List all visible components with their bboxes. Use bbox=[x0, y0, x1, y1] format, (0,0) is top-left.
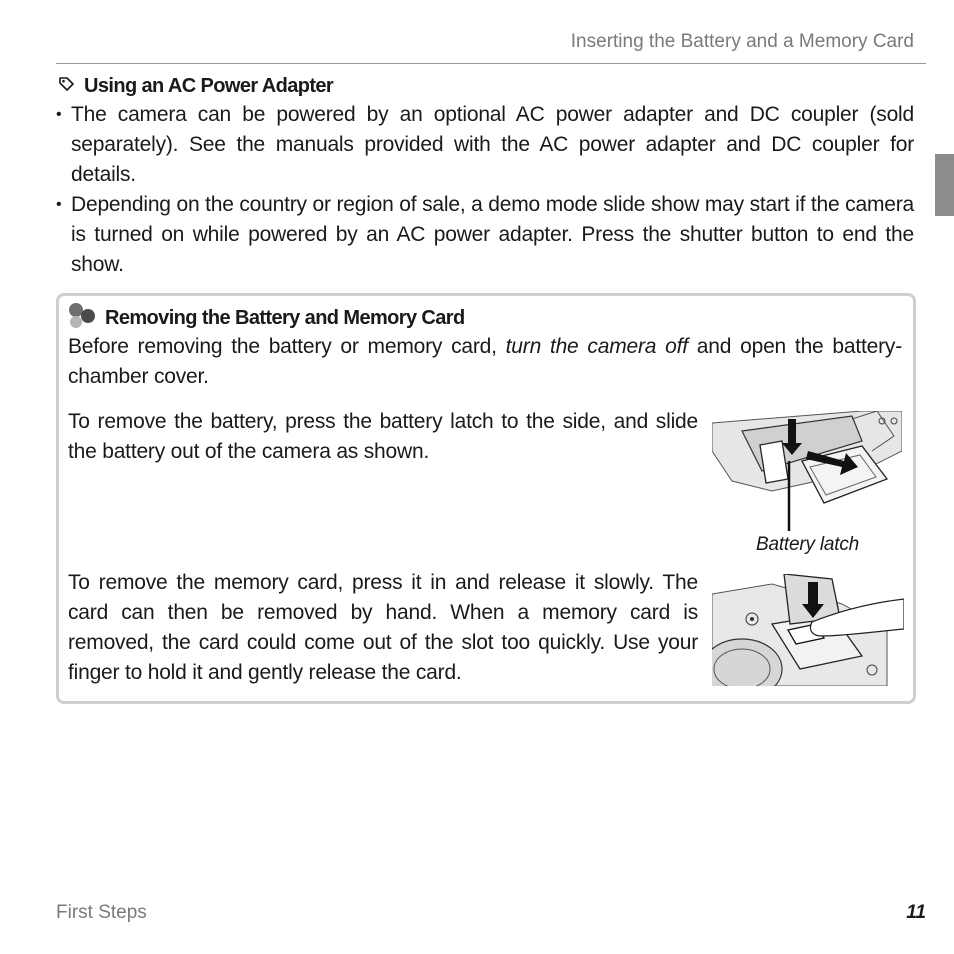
header-rule bbox=[56, 63, 926, 64]
chapter-side-tab bbox=[935, 154, 954, 216]
turn-off-text-before: Before removing the battery or memory card, bbox=[68, 335, 506, 358]
turn-off-text-after: and open the battery-chamber cover. bbox=[68, 335, 903, 388]
page-number: 11 bbox=[906, 902, 926, 923]
note-heading-text: Using an AC Power Adapter bbox=[84, 74, 334, 97]
turn-off-emphasis: turn the camera off bbox=[505, 335, 688, 358]
box-heading-text: Removing the Battery and Memory Card bbox=[105, 306, 465, 329]
battery-removal-text: To remove the battery, press the battery latch to the side, and slide the battery out of the camera as shown. bbox=[68, 410, 698, 463]
turn-off-instruction bbox=[68, 332, 902, 392]
note-bullet-ac-adapter: • The camera can be powered by an optional AC power adapter and DC coupler (sold separately). See the manuals provided with the AC power adapter and DC coupler for details. bbox=[56, 100, 914, 190]
note-bullet-list bbox=[56, 100, 914, 280]
memory-card-removal-text: To remove the memory card, press it in and release it slowly. The card can then be removed by hand. When a memory card is removed, the card could come out of the slot too quickly. Use your finger to hold it and gently release the card. bbox=[68, 571, 698, 684]
battery-latch-caption: Battery latch bbox=[756, 534, 860, 555]
footer-section-name: First Steps bbox=[56, 902, 147, 923]
removal-tips-box bbox=[56, 293, 916, 704]
note-section bbox=[56, 72, 914, 280]
box-heading bbox=[67, 304, 465, 332]
note-tag-icon bbox=[58, 75, 74, 98]
tips-icon bbox=[67, 302, 97, 334]
memory-card-removal-illustration bbox=[712, 574, 904, 686]
battery-removal-illustration bbox=[712, 411, 902, 531]
running-header: Inserting the Battery and a Memory Card bbox=[570, 31, 914, 52]
note-bullet-demo-mode: • Depending on the country or region of sale, a demo mode slide show may start if the camera is turned on while powered by an AC power adapter. Press the shutter button to end the show. bbox=[56, 190, 914, 280]
note-heading bbox=[56, 72, 914, 100]
